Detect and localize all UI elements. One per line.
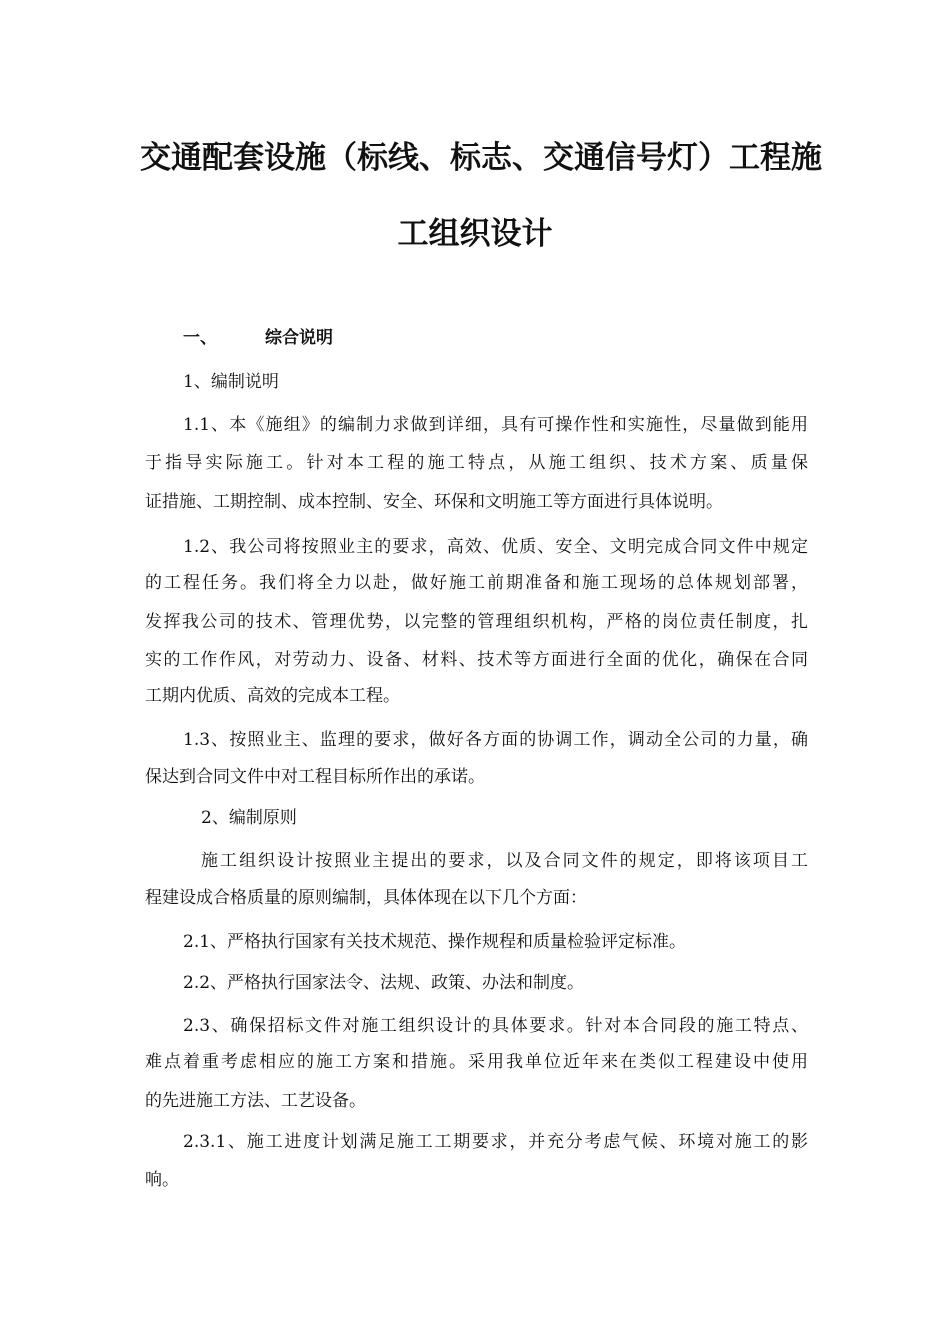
- paragraph-line: 发挥我公司的技术、管理优势，以完整的管理组织机构，严格的岗位责任制度，扎: [145, 612, 808, 632]
- subheading-compilation-principles: 2、编制原则: [201, 808, 297, 828]
- paragraph-line: 2.1、严格执行国家有关技术规范、操作规程和质量检验评定标准。: [183, 932, 687, 952]
- section-title: 综合说明: [265, 328, 333, 348]
- paragraph-line: 证措施、工期控制、成本控制、安全、环保和文明施工等方面进行具体说明。: [145, 492, 723, 512]
- section-number: 一、: [183, 328, 217, 348]
- paragraph-line: 1.2、我公司将按照业主的要求，高效、优质、安全、文明完成合同文件中规定: [183, 537, 808, 557]
- paragraph-line: 工期内优质、高效的完成本工程。: [145, 686, 400, 706]
- paragraph-line: 实的工作作风，对劳动力、设备、材料、技术等方面进行全面的优化，确保在合同: [145, 650, 808, 670]
- paragraph-line: 的工程任务。我们将全力以赴，做好施工前期准备和施工现场的总体规划部署，: [145, 573, 808, 593]
- paragraph-line: 保达到合同文件中对工程目标所作出的承诺。: [145, 767, 485, 787]
- paragraph-line: 响。: [145, 1170, 179, 1190]
- document-title-line-1: 交通配套设施（标线、标志、交通信号灯）工程施: [140, 140, 822, 176]
- paragraph-line: 难点着重考虑相应的施工方案和措施。采用我单位近年来在类似工程建设中使用: [145, 1052, 808, 1072]
- paragraph-line: 于指导实际施工。针对本工程的施工特点，从施工组织、技术方案、质量保: [145, 453, 808, 473]
- paragraph-line: 施工组织设计按照业主提出的要求，以及合同文件的规定，即将该项目工: [201, 851, 808, 871]
- paragraph-line: 1.3、按照业主、监理的要求，做好各方面的协调工作，调动全公司的力量，确: [183, 730, 808, 750]
- paragraph-line: 2.2、严格执行国家法令、法规、政策、办法和制度。: [183, 973, 585, 993]
- document-title-line-2: 工组织设计: [397, 216, 553, 252]
- paragraph-line: 2.3.1、施工进度计划满足施工工期要求，并充分考虑气候、环境对施工的影: [183, 1132, 808, 1152]
- paragraph-line: 程建设成合格质量的原则编制，具体体现在以下几个方面：: [145, 888, 587, 908]
- paragraph-line: 1.1、本《施组》的编制力求做到详细，具有可操作性和实施性，尽量做到能用: [183, 415, 808, 435]
- subheading-compilation-notes: 1、编制说明: [183, 372, 279, 392]
- section-heading: [183, 326, 333, 350]
- paragraph-line: 2.3、确保招标文件对施工组织设计的具体要求。针对本合同段的施工特点、: [183, 1016, 808, 1036]
- paragraph-line: 的先进施工方法、工艺设备。: [145, 1091, 366, 1111]
